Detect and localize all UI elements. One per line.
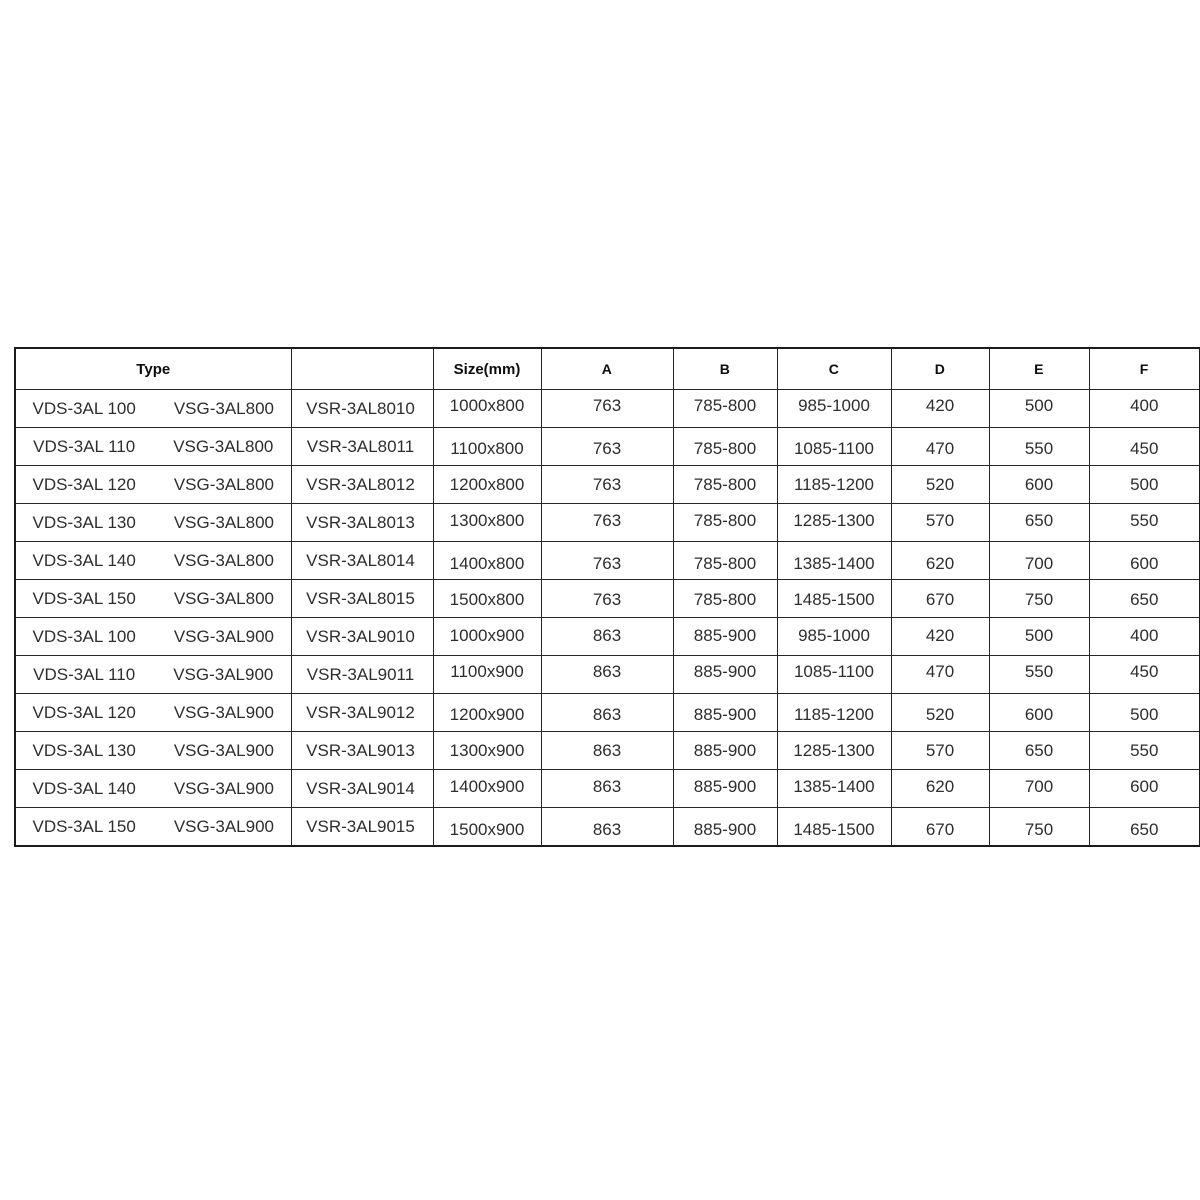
- type-vsg-label: VSG-3AL900: [173, 816, 274, 836]
- value-b-cell: [673, 542, 777, 580]
- value-a: 863: [592, 661, 622, 681]
- model-code-cell: [291, 390, 433, 428]
- value-b: 885-900: [693, 704, 757, 724]
- value-a: 763: [592, 474, 622, 494]
- value-c: 1085-1100: [793, 438, 875, 458]
- value-c-cell: [777, 428, 891, 466]
- value-e: 700: [1024, 776, 1054, 796]
- table-body: [15, 390, 1200, 847]
- value-f: 550: [1130, 510, 1159, 530]
- value-e: 750: [1024, 819, 1054, 839]
- value-c: 1385-1400: [793, 776, 875, 796]
- type-cell: [15, 542, 291, 580]
- value-b: 885-900: [693, 740, 757, 760]
- value-a: 763: [592, 589, 622, 609]
- value-d: 520: [925, 474, 955, 494]
- value-c: 985-1000: [798, 625, 870, 645]
- value-d-cell: [891, 770, 989, 808]
- size-value: 1200x900: [449, 704, 525, 724]
- value-b-cell: [673, 694, 777, 732]
- size-value: 1200x800: [449, 474, 525, 494]
- model-code-cell: [291, 580, 433, 618]
- col-header-blank: [291, 348, 433, 390]
- header-row: [15, 348, 1200, 390]
- type-vsg-label: VSG-3AL900: [173, 740, 274, 760]
- model-code: VSR-3AL9012: [306, 702, 415, 722]
- col-header-c: C: [777, 348, 891, 390]
- size-value: 1300x900: [449, 740, 525, 760]
- value-a: 763: [592, 553, 622, 573]
- value-f: 600: [1130, 553, 1159, 573]
- value-c-cell: [777, 542, 891, 580]
- value-e: 600: [1024, 704, 1054, 724]
- value-e: 600: [1024, 474, 1054, 494]
- value-a-cell: [541, 466, 673, 504]
- table-row: [15, 542, 1200, 580]
- type-vsg-label: VSG-3AL900: [173, 626, 274, 646]
- value-e: 750: [1024, 589, 1054, 609]
- value-c-cell: [777, 732, 891, 770]
- value-a-cell: [541, 770, 673, 808]
- size-cell: [433, 656, 541, 694]
- table-row: [15, 504, 1200, 542]
- model-code: VSR-3AL9014: [306, 778, 415, 798]
- value-c-cell: [777, 580, 891, 618]
- value-e-cell: [989, 618, 1089, 656]
- model-code: VSR-3AL8011: [306, 436, 415, 456]
- value-a-cell: [541, 808, 673, 847]
- size-value: 1500x800: [449, 589, 525, 609]
- type-vds-label: VDS-3AL 150: [32, 816, 136, 836]
- model-code-cell: [291, 618, 433, 656]
- value-f: 500: [1130, 474, 1159, 494]
- col-header-size: Size(mm): [433, 348, 541, 390]
- value-a: 863: [592, 776, 622, 796]
- spec-table-container: [14, 347, 1199, 847]
- table-row: [15, 694, 1200, 732]
- value-b: 785-800: [693, 438, 757, 458]
- type-vds-label: VDS-3AL 100: [32, 398, 136, 418]
- value-b-cell: [673, 770, 777, 808]
- size-value: 1400x800: [449, 553, 525, 573]
- value-a-cell: [541, 580, 673, 618]
- type-cell: [15, 694, 291, 732]
- value-c-cell: [777, 466, 891, 504]
- type-vsg-label: VSG-3AL800: [173, 398, 274, 418]
- table-row: [15, 656, 1200, 694]
- model-code: VSR-3AL8014: [306, 550, 415, 570]
- value-c: 985-1000: [798, 395, 870, 415]
- value-d: 470: [925, 438, 955, 458]
- model-code-cell: [291, 732, 433, 770]
- value-a-cell: [541, 618, 673, 656]
- model-code-cell: [291, 656, 433, 694]
- table-row: [15, 808, 1200, 847]
- size-value: 1000x900: [449, 625, 525, 645]
- type-vds-label: VDS-3AL 150: [32, 588, 136, 608]
- value-a: 763: [592, 395, 622, 415]
- value-d-cell: [891, 504, 989, 542]
- value-f-cell: [1089, 390, 1200, 428]
- size-value: 1300x800: [449, 510, 525, 530]
- value-e-cell: [989, 390, 1089, 428]
- value-d: 570: [925, 740, 955, 760]
- value-f-cell: [1089, 466, 1200, 504]
- value-f-cell: [1089, 656, 1200, 694]
- col-header-a: A: [541, 348, 673, 390]
- model-code-cell: [291, 694, 433, 732]
- value-f-cell: [1089, 504, 1200, 542]
- col-header-d: D: [891, 348, 989, 390]
- value-d-cell: [891, 390, 989, 428]
- col-header-e: E: [989, 348, 1089, 390]
- model-code: VSR-3AL9011: [306, 664, 415, 684]
- model-code-cell: [291, 504, 433, 542]
- size-cell: [433, 580, 541, 618]
- value-e-cell: [989, 694, 1089, 732]
- value-e-cell: [989, 466, 1089, 504]
- value-d: 620: [925, 553, 955, 573]
- value-a: 863: [592, 625, 622, 645]
- value-d-cell: [891, 428, 989, 466]
- type-cell: [15, 580, 291, 618]
- value-f: 400: [1130, 625, 1159, 645]
- size-cell: [433, 808, 541, 847]
- type-vds-label: VDS-3AL 140: [32, 778, 136, 798]
- value-b: 885-900: [693, 625, 757, 645]
- value-a: 863: [592, 704, 622, 724]
- value-b-cell: [673, 618, 777, 656]
- value-e: 550: [1024, 661, 1054, 681]
- value-f: 400: [1130, 395, 1159, 415]
- size-cell: [433, 390, 541, 428]
- value-e: 650: [1024, 740, 1054, 760]
- type-vds-label: VDS-3AL 140: [32, 550, 136, 570]
- model-code: VSR-3AL8013: [306, 512, 415, 532]
- type-cell: [15, 618, 291, 656]
- value-e: 700: [1024, 553, 1054, 573]
- value-c: 1385-1400: [793, 553, 875, 573]
- model-code: VSR-3AL9010: [306, 626, 415, 646]
- value-b-cell: [673, 580, 777, 618]
- value-b: 785-800: [693, 589, 757, 609]
- value-f: 550: [1130, 740, 1159, 760]
- value-c: 1085-1100: [793, 661, 875, 681]
- value-d-cell: [891, 542, 989, 580]
- value-b-cell: [673, 504, 777, 542]
- value-f-cell: [1089, 542, 1200, 580]
- size-value: 1000x800: [449, 395, 525, 415]
- type-vsg-label: VSG-3AL800: [173, 550, 274, 570]
- table-row: [15, 580, 1200, 618]
- value-a: 763: [592, 438, 622, 458]
- value-d: 520: [925, 704, 955, 724]
- type-cell: [15, 808, 291, 847]
- type-vds-label: VDS-3AL 100: [32, 626, 136, 646]
- value-e-cell: [989, 542, 1089, 580]
- type-vsg-label: VSG-3AL900: [173, 664, 274, 684]
- value-d-cell: [891, 618, 989, 656]
- value-f-cell: [1089, 618, 1200, 656]
- table-row: [15, 428, 1200, 466]
- table-row: [15, 466, 1200, 504]
- size-cell: [433, 694, 541, 732]
- size-cell: [433, 466, 541, 504]
- size-cell: [433, 542, 541, 580]
- value-b: 785-800: [693, 474, 757, 494]
- type-cell: [15, 428, 291, 466]
- type-vds-label: VDS-3AL 130: [32, 512, 136, 532]
- table-row: [15, 732, 1200, 770]
- table-row: [15, 618, 1200, 656]
- value-a: 763: [592, 510, 622, 530]
- size-value: 1500x900: [449, 819, 525, 839]
- value-f: 450: [1130, 661, 1159, 681]
- value-f-cell: [1089, 428, 1200, 466]
- col-header-type: Type: [15, 348, 291, 390]
- value-f-cell: [1089, 770, 1200, 808]
- size-value: 1100x900: [450, 661, 524, 681]
- value-a-cell: [541, 504, 673, 542]
- value-a: 863: [592, 819, 622, 839]
- value-b-cell: [673, 656, 777, 694]
- value-e-cell: [989, 808, 1089, 847]
- size-cell: [433, 770, 541, 808]
- type-vds-label: VDS-3AL 130: [32, 740, 136, 760]
- value-c: 1285-1300: [793, 510, 875, 530]
- value-c: 1185-1200: [793, 704, 875, 724]
- value-d-cell: [891, 732, 989, 770]
- value-c: 1185-1200: [793, 474, 875, 494]
- type-vsg-label: VSG-3AL800: [173, 588, 274, 608]
- col-header-b: B: [673, 348, 777, 390]
- type-vds-label: VDS-3AL 120: [32, 474, 136, 494]
- value-e-cell: [989, 656, 1089, 694]
- value-b: 885-900: [693, 819, 757, 839]
- value-b-cell: [673, 466, 777, 504]
- value-c: 1485-1500: [793, 589, 875, 609]
- type-cell: [15, 504, 291, 542]
- type-vds-label: VDS-3AL 110: [33, 664, 136, 684]
- model-code: VSR-3AL8015: [306, 588, 415, 608]
- size-spec-table: [14, 347, 1200, 847]
- value-b: 885-900: [693, 776, 757, 796]
- value-a-cell: [541, 694, 673, 732]
- type-cell: [15, 732, 291, 770]
- value-f-cell: [1089, 732, 1200, 770]
- size-value: 1400x900: [449, 776, 525, 796]
- model-code-cell: [291, 770, 433, 808]
- type-vds-label: VDS-3AL 110: [33, 436, 136, 456]
- value-e-cell: [989, 428, 1089, 466]
- type-vsg-label: VSG-3AL800: [173, 436, 274, 456]
- type-vds-label: VDS-3AL 120: [32, 702, 136, 722]
- value-a-cell: [541, 732, 673, 770]
- value-d-cell: [891, 694, 989, 732]
- value-f: 450: [1130, 438, 1159, 458]
- type-vsg-label: VSG-3AL900: [173, 778, 274, 798]
- value-f: 650: [1130, 589, 1159, 609]
- value-b-cell: [673, 390, 777, 428]
- value-f-cell: [1089, 580, 1200, 618]
- value-d: 420: [925, 625, 955, 645]
- value-c-cell: [777, 656, 891, 694]
- value-e: 650: [1024, 510, 1054, 530]
- size-value: 1100x800: [450, 438, 524, 458]
- value-c-cell: [777, 694, 891, 732]
- value-a-cell: [541, 542, 673, 580]
- value-f: 650: [1130, 819, 1159, 839]
- value-e-cell: [989, 504, 1089, 542]
- value-d-cell: [891, 580, 989, 618]
- value-e: 500: [1024, 395, 1054, 415]
- value-a-cell: [541, 656, 673, 694]
- value-a: 863: [592, 740, 622, 760]
- value-b: 785-800: [693, 395, 757, 415]
- value-f-cell: [1089, 808, 1200, 847]
- type-cell: [15, 466, 291, 504]
- model-code: VSR-3AL8010: [306, 398, 415, 418]
- value-b: 785-800: [693, 553, 757, 573]
- value-d: 570: [925, 510, 955, 530]
- value-f: 500: [1130, 704, 1159, 724]
- value-d: 620: [925, 776, 955, 796]
- type-vsg-label: VSG-3AL900: [173, 702, 274, 722]
- value-b-cell: [673, 732, 777, 770]
- model-code: VSR-3AL9013: [306, 740, 415, 760]
- model-code-cell: [291, 542, 433, 580]
- size-cell: [433, 428, 541, 466]
- value-b-cell: [673, 428, 777, 466]
- value-c: 1485-1500: [793, 819, 875, 839]
- type-cell: [15, 770, 291, 808]
- type-vsg-label: VSG-3AL800: [173, 474, 274, 494]
- model-code-cell: [291, 466, 433, 504]
- model-code: VSR-3AL8012: [306, 474, 415, 494]
- table-row: [15, 390, 1200, 428]
- value-e-cell: [989, 770, 1089, 808]
- value-d: 670: [925, 819, 955, 839]
- model-code-cell: [291, 428, 433, 466]
- value-e-cell: [989, 732, 1089, 770]
- size-cell: [433, 618, 541, 656]
- model-code-cell: [291, 808, 433, 847]
- value-c-cell: [777, 618, 891, 656]
- value-b: 885-900: [693, 661, 757, 681]
- size-cell: [433, 504, 541, 542]
- value-c-cell: [777, 390, 891, 428]
- value-f-cell: [1089, 694, 1200, 732]
- value-e-cell: [989, 580, 1089, 618]
- value-a-cell: [541, 390, 673, 428]
- value-d-cell: [891, 808, 989, 847]
- value-d: 470: [925, 661, 955, 681]
- value-e: 550: [1024, 438, 1054, 458]
- type-vsg-label: VSG-3AL800: [173, 512, 274, 532]
- type-cell: [15, 390, 291, 428]
- value-d-cell: [891, 656, 989, 694]
- value-c: 1285-1300: [793, 740, 875, 760]
- value-a-cell: [541, 428, 673, 466]
- value-b-cell: [673, 808, 777, 847]
- value-d-cell: [891, 466, 989, 504]
- model-code: VSR-3AL9015: [306, 816, 415, 836]
- size-cell: [433, 732, 541, 770]
- value-d: 420: [925, 395, 955, 415]
- value-c-cell: [777, 504, 891, 542]
- type-cell: [15, 656, 291, 694]
- value-c-cell: [777, 770, 891, 808]
- value-d: 670: [925, 589, 955, 609]
- value-c-cell: [777, 808, 891, 847]
- table-row: [15, 770, 1200, 808]
- value-f: 600: [1130, 776, 1159, 796]
- value-b: 785-800: [693, 510, 757, 530]
- value-e: 500: [1024, 625, 1054, 645]
- col-header-f: F: [1089, 348, 1200, 390]
